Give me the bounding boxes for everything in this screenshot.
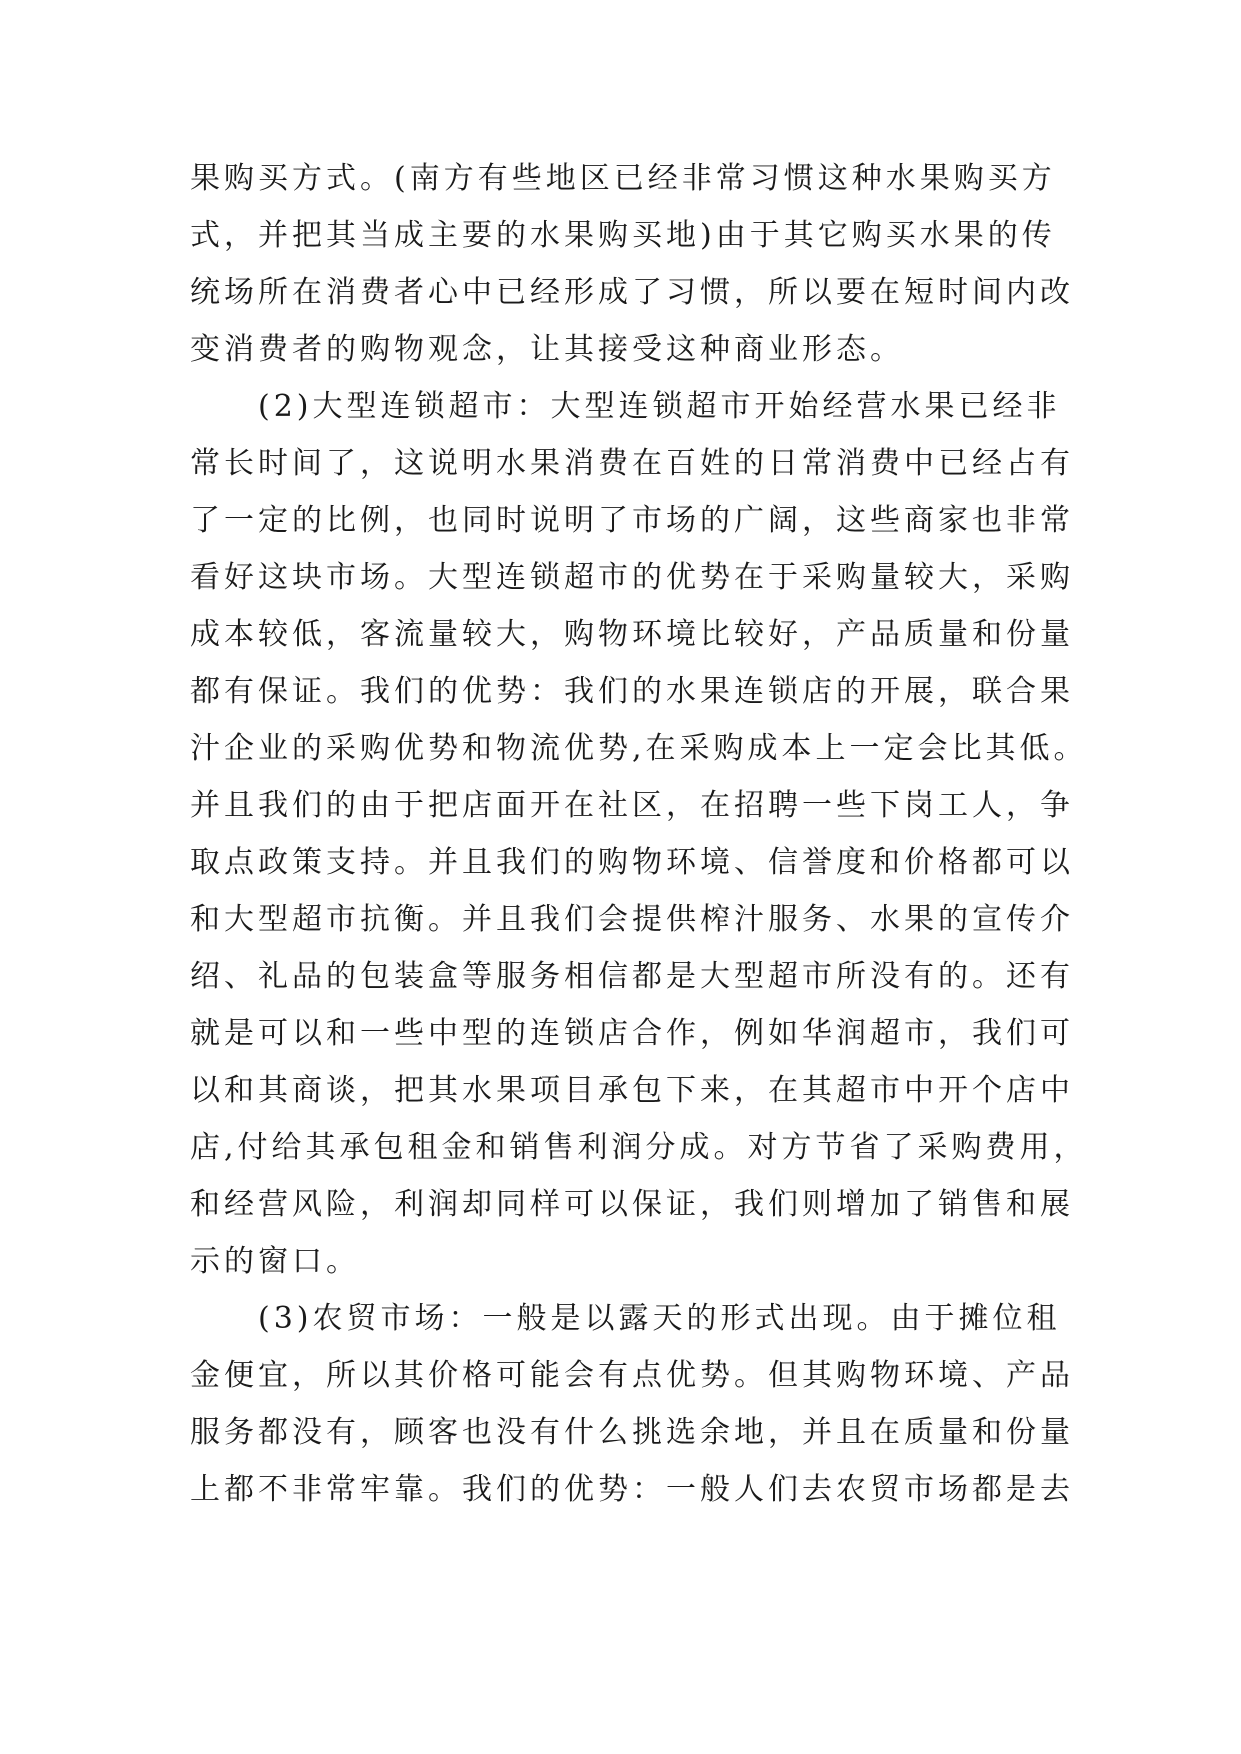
text-line: 并且我们的由于把店面开在社区，在招聘一些下岗工人，争: [190, 788, 1074, 823]
text-line: 和大型超市抗衡。并且我们会提供榨汁服务、水果的宣传介: [190, 902, 1074, 937]
text-line: 常长时间了，这说明水果消费在百姓的日常消费中已经占有: [190, 446, 1074, 481]
text-line: 店,付给其承包租金和销售利润分成。对方节省了采购费用，: [190, 1130, 1088, 1165]
text-line: 以和其商谈，把其水果项目承包下来，在其超市中开个店中: [190, 1073, 1074, 1108]
text-line: 果购买方式。(南方有些地区已经非常习惯这种水果购买方: [190, 161, 1056, 196]
text-line: 服务都没有，顾客也没有什么挑选余地，并且在质量和份量: [190, 1415, 1074, 1450]
text-line: 成本较低，客流量较大，购物环境比较好，产品质量和份量: [190, 617, 1074, 652]
text-line: 取点政策支持。并且我们的购物环境、信誉度和价格都可以: [190, 845, 1074, 880]
text-line: 汁企业的采购优势和物流优势,在采购成本上一定会比其低。: [190, 731, 1088, 766]
text-line: (2)大型连锁超市：大型连锁超市开始经营水果已经非: [190, 389, 1061, 424]
text-line: 示的窗口。: [190, 1244, 360, 1279]
text-line: 式，并把其当成主要的水果购买地)由于其它购买水果的传: [190, 218, 1056, 253]
text-line: 金便宜，所以其价格可能会有点优势。但其购物环境、产品: [190, 1358, 1074, 1393]
text-line: (3)农贸市场：一般是以露天的形式出现。由于摊位租: [190, 1301, 1061, 1336]
text-line: 上都不非常牢靠。我们的优势：一般人们去农贸市场都是去: [190, 1472, 1074, 1507]
text-line: 变消费者的购物观念，让其接受这种商业形态。: [190, 332, 904, 367]
text-line: 了一定的比例，也同时说明了市场的广阔，这些商家也非常: [190, 503, 1074, 538]
text-line: 都有保证。我们的优势：我们的水果连锁店的开展，联合果: [190, 674, 1074, 709]
text-line: 看好这块市场。大型连锁超市的优势在于采购量较大，采购: [190, 560, 1074, 595]
text-line: 统场所在消费者心中已经形成了习惯，所以要在短时间内改: [190, 275, 1074, 310]
text-line: 绍、礼品的包装盒等服务相信都是大型超市所没有的。还有: [190, 959, 1074, 994]
text-line: 和经营风险，利润却同样可以保证，我们则增加了销售和展: [190, 1187, 1074, 1222]
body-text: [190, 150, 1088, 1518]
text-line: 就是可以和一些中型的连锁店合作，例如华润超市，我们可: [190, 1016, 1074, 1051]
